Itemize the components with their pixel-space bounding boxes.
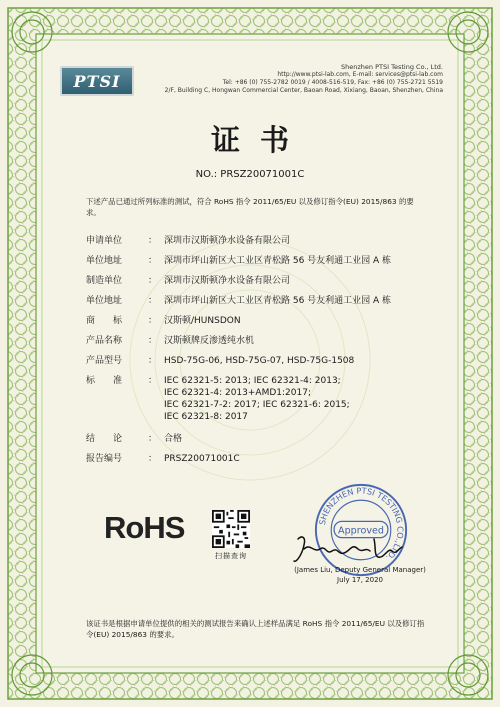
signature: [292, 533, 404, 569]
qr-code-icon[interactable]: [212, 510, 250, 548]
field-value: 汉斯顿/HUNSDON: [164, 316, 241, 326]
contact-web-email: http://www.ptsi-lab.com, E-mail: services@ptsi-lab.com: [277, 71, 443, 78]
field-colon: ：: [148, 316, 158, 326]
standard-line: IEC 62321-7-2: 2017; IEC 62321-6: 2015;: [164, 400, 350, 410]
field-label: 产品名称: [86, 336, 123, 346]
field-colon: ：: [148, 336, 158, 346]
contact-phone-fax: Tel: +86 (0) 755-2782 0019 / 4008-516-519, Fax: +86 (0) 755-2721 5519: [222, 79, 443, 86]
footer-statement: 该证书是根据申请单位提供的相关的测试报告来确认上述样品满足 RoHS 指令 2011/65/EU 以及修订指令(EU) 2015/863 的要求。: [86, 619, 425, 639]
field-colon: ：: [148, 454, 158, 464]
field-colon: ：: [148, 256, 158, 266]
field-colon: ：: [148, 356, 158, 366]
seal-center-text: Approved: [338, 525, 384, 537]
field-label: 单位地址: [86, 256, 123, 266]
field-row: [86, 275, 426, 287]
signer-name: (James Liu, Deputy General Manager): [294, 566, 426, 574]
certificate-number: NO.: PRSZ20071001C: [195, 169, 305, 180]
field-value: 深圳市汉斯顿净水设备有限公司: [164, 236, 291, 246]
standard-line: IEC 62321-8: 2017: [164, 412, 248, 422]
intro-statement: 下述产品已通过所列标准的测试，符合 RoHS 指令 2011/65/EU 以及修订指令(EU) 2015/863 的要求。: [86, 197, 414, 217]
field-label: 申请单位: [86, 236, 123, 246]
seal-ring-text: SHENZHEN PTSI TESTING CO.,LTD.: [316, 485, 406, 563]
field-label: 结 论: [86, 434, 123, 444]
field-row: [86, 335, 426, 347]
report-number: PRSZ20071001C: [164, 454, 240, 464]
certificate-title: 证书: [210, 123, 309, 157]
company-address: 2/F, Building C, Hongwan Commercial Center, Baoan Road, Xixiang, Baoan, Shenzhen, China: [164, 87, 443, 94]
field-row-report: [86, 453, 426, 465]
field-value: 深圳市坪山新区大工业区青松路 56 号友利通工业园 A 栋: [164, 256, 392, 266]
field-colon: ：: [148, 296, 158, 306]
field-colon: ：: [148, 434, 158, 444]
field-label: 单位地址: [86, 296, 123, 306]
logo-text: PTSI: [73, 71, 121, 91]
field-value: 汉斯顿牌反渗透纯水机: [164, 336, 255, 346]
field-row-standard: [86, 375, 426, 423]
field-label: 报告编号: [86, 454, 123, 464]
company-name: Shenzhen PTSI Testing Co., Ltd.: [341, 63, 443, 71]
field-label: 产品型号: [86, 356, 123, 366]
field-colon: ：: [148, 236, 158, 246]
field-label: 标 准: [86, 376, 123, 386]
standard-list: [164, 375, 426, 423]
standard-line: IEC 62321-5: 2013; IEC 62321-4: 2013;: [164, 376, 341, 386]
field-value: 深圳市汉斯顿净水设备有限公司: [164, 276, 291, 286]
field-row: [86, 255, 426, 267]
company-info: [103, 63, 443, 95]
field-row: [86, 295, 426, 307]
field-value: 深圳市坪山新区大工业区青松路 56 号友利通工业园 A 栋: [164, 296, 392, 306]
certificate-fields: [86, 235, 426, 473]
signer-info: [280, 565, 440, 585]
conclusion-value: 合格: [164, 434, 183, 444]
field-row: [86, 315, 426, 327]
field-row: [86, 355, 426, 367]
qr-caption: 扫描查询: [215, 552, 247, 560]
field-label: 制造单位: [86, 276, 123, 286]
field-colon: ：: [148, 276, 158, 286]
field-row: [86, 235, 426, 247]
field-row-conclusion: [86, 433, 426, 445]
sign-date: July 17, 2020: [337, 576, 383, 584]
standard-line: IEC 62321-4: 2013+AMD1:2017;: [164, 388, 311, 398]
field-label: 商 标: [86, 316, 123, 326]
field-colon: ：: [148, 376, 158, 386]
rohs-mark: RoHS: [104, 510, 185, 545]
field-value: HSD-75G-06, HSD-75G-07, HSD-75G-1508: [164, 356, 355, 366]
